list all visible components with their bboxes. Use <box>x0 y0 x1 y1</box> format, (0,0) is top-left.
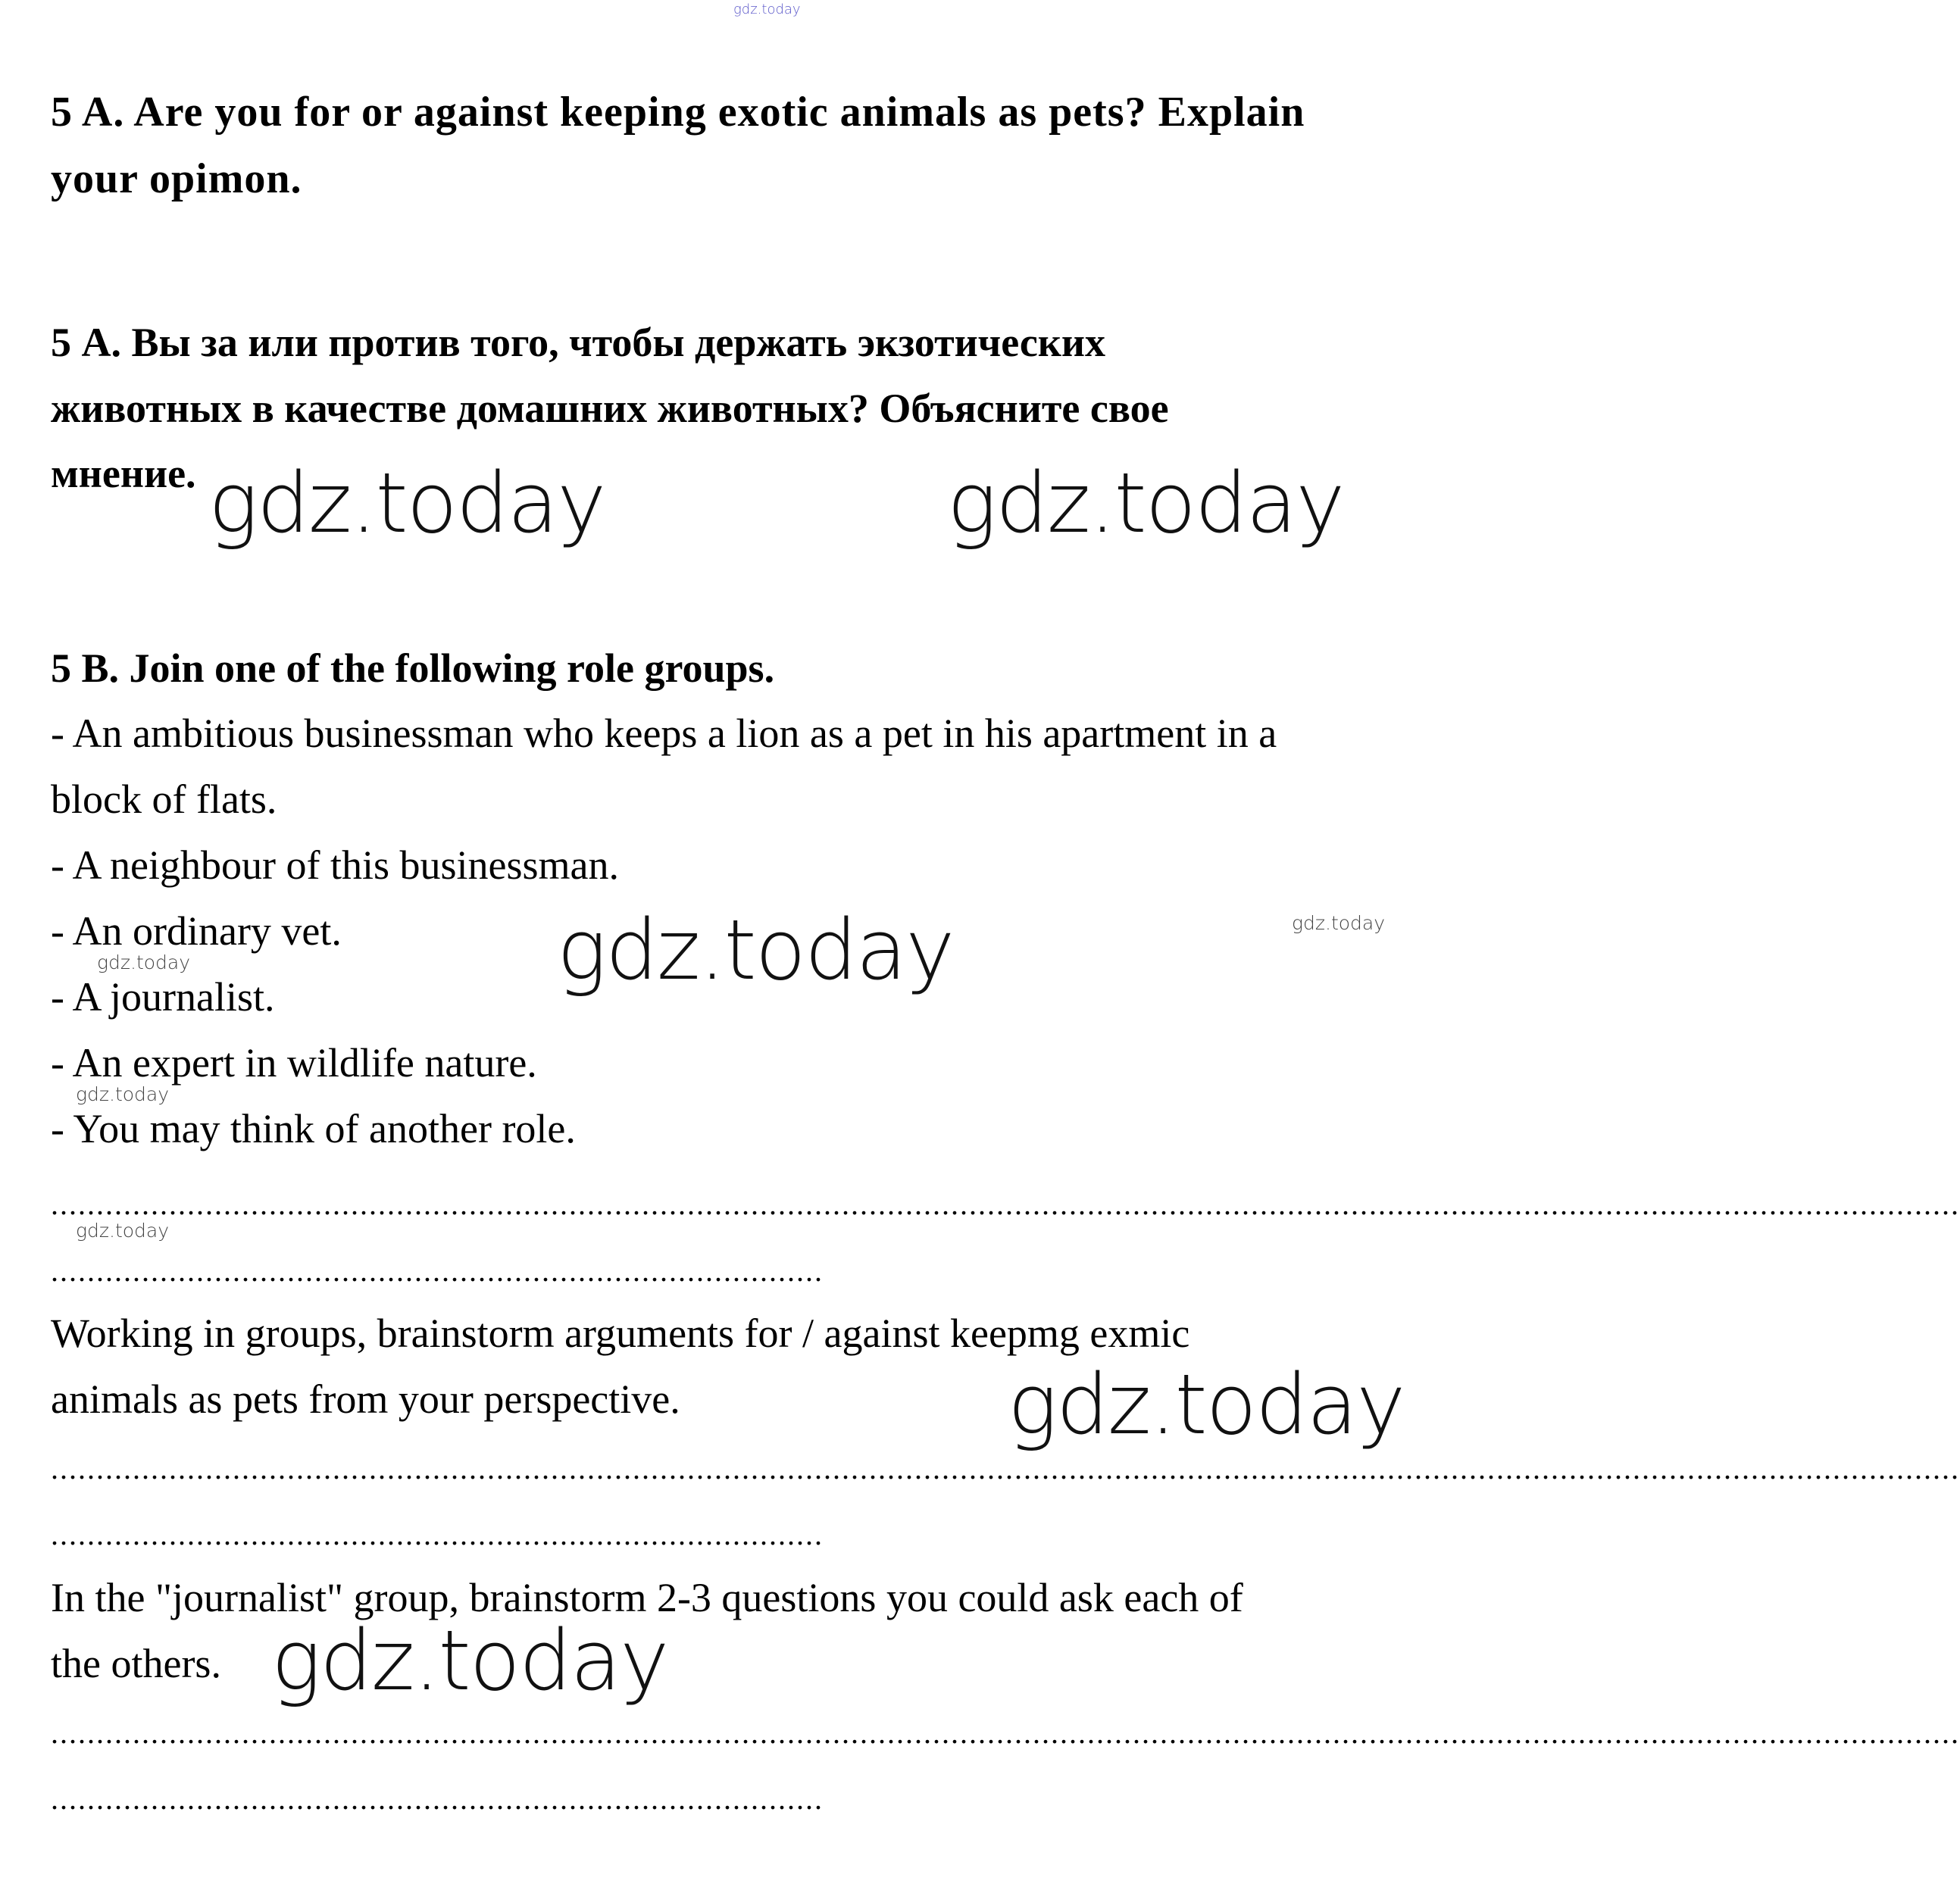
watermark-small-3: gdz.today <box>76 1083 170 1105</box>
question-5a-en-line1: 5 A. Are you for or against keeping exotic animals as pets? Explain <box>51 89 1305 136</box>
watermark-large-5: gdz.today <box>271 1612 668 1709</box>
task2-line1: Working in groups, brainstorm arguments for / against keepmg exmic <box>51 1311 1190 1356</box>
watermark-large-4: gdz.today <box>1008 1356 1405 1453</box>
question-5a-ru-line1: 5 А. Вы за или против того, чтобы держать экзотических <box>51 320 1106 365</box>
watermark-top: gdz.today <box>733 2 801 17</box>
question-5a-en-line2: your opimon. <box>51 155 302 202</box>
question-5a-ru-line3: мнение. <box>51 451 196 496</box>
watermark-small-1: gdz.today <box>97 951 191 973</box>
task3-line1: In the "journalist" group, brainstorm 2-3 questions you could ask each of <box>51 1575 1243 1620</box>
watermark-large-2: gdz.today <box>947 455 1344 551</box>
role-item: - An ambitious businessman who keeps a lion as a pet in his apartment in a <box>51 711 1277 756</box>
role-item: - A neighbour of this businessman. <box>51 842 619 888</box>
role-item: - An expert in wildlife nature. <box>51 1040 537 1086</box>
answer-line-long: .................................................................................................................................................................................................................. <box>51 1451 1960 1486</box>
answer-line-short: ..................................................................................... <box>51 1517 824 1551</box>
role-item: - An ordinary vet. <box>51 908 342 954</box>
answer-line-long: .................................................................................................................................................................................................................. <box>51 1716 1960 1750</box>
role-item: - A journalist. <box>51 974 275 1020</box>
watermark-small-2: gdz.today <box>1292 912 1386 934</box>
answer-line-short: ..................................................................................... <box>51 1782 824 1816</box>
task3-line2: the others. <box>51 1641 221 1686</box>
role-item: - You may think of another role. <box>51 1106 576 1151</box>
answer-line-short: ..................................................................................... <box>51 1254 824 1288</box>
watermark-large-1: gdz.today <box>208 455 605 551</box>
answer-line-long: .................................................................................................................................................................................................................. <box>51 1187 1960 1221</box>
role-item: block of flats. <box>51 776 277 822</box>
question-5b-title: 5 B. Join one of the following role groups. <box>51 645 775 691</box>
watermark-small-4: gdz.today <box>76 1220 170 1242</box>
watermark-large-3: gdz.today <box>557 901 954 998</box>
question-5a-ru-line2: животных в качестве домашних животных? Объясните свое <box>51 386 1169 431</box>
task2-line2: animals as pets from your perspective. <box>51 1376 680 1422</box>
